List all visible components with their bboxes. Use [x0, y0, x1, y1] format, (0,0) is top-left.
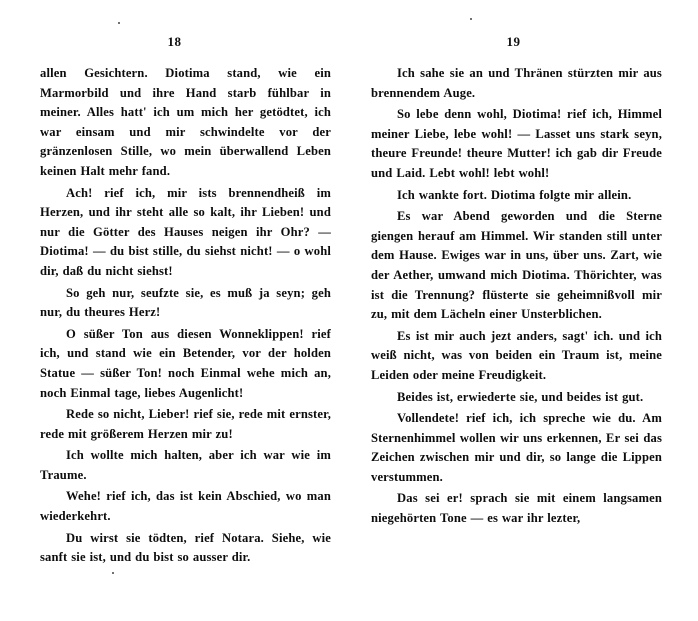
paragraph: Beides ist, erwiederte sie, und beides ist gut.: [397, 389, 644, 404]
paragraph: O süßer Ton aus diesen Wonneklippen! rief ich, und stand wie ein Betender, vor der holden Statue — süßer Ton! noch Einmal wehe mich an, noch Einmal tage, liebes Augenlicht!: [40, 326, 331, 400]
paragraph: Vollendete! rief ich, ich spreche wie du. Am Sternenhimmel wollen wir uns erkennen, Er sei das Zeichen zwischen mir und dir, so lange die Lippen verstummen.: [371, 411, 662, 484]
paragraph: So geh nur, seufzte sie, es muß ja seyn; geh nur, du theures Herz!: [40, 285, 331, 320]
speck-mark: [470, 18, 472, 20]
paragraph: Ich wollte mich halten, aber ich war wie im Traume.: [40, 448, 331, 482]
left-page: [0, 34, 349, 594]
paragraph: Es ist mir auch jezt anders, sagt' ich. und ich weiß nicht, was von beiden ein Traum ist, meine Leiden oder meine Freudigkeit.: [371, 328, 662, 382]
paragraph: Du wirst sie tödten, rief Notara. Siehe, wie sanft sie ist, und du bist so ausser dir.: [40, 530, 331, 565]
right-page: [349, 34, 698, 594]
left-page-body: [40, 64, 331, 568]
right-page-body: [371, 64, 662, 529]
paragraph: Ach! rief ich, mir ists brennendheiß im Herzen, und ihr steht alle so kalt, ihr Lieben! und nur die Götter des Hauses neigen ihr Ohr? — Diotima! — du bist stille, du siehst nicht! — o wohl dir, daß du nicht siehst!: [40, 185, 331, 278]
paragraph: Ich wankte fort. Diotima folgte mir allein.: [397, 187, 632, 202]
paragraph: Wehe! rief ich, das ist kein Abschied, wo man wiederkehrt.: [40, 489, 331, 524]
book-spread: [0, 34, 698, 594]
paragraph: Es war Abend geworden und die Sterne giengen herauf am Himmel. Wir standen still unter dem Hause. Ewiges war in uns, über uns. Zart, wie der Aether, umwand mich Diotima. Thörichter, was ist die Trennung? flüsterte sie geheimnißvoll mir zu, mit dem Lächeln einer Unsterblichen.: [371, 209, 662, 322]
paragraph: So lebe denn wohl, Diotima! rief ich, Himmel meiner Liebe, lebe wohl! — Lasset uns stark seyn, theure Freunde! theure Mutter! ich gab dir Freude und Laid. Lebt wohl! lebt wohl!: [371, 107, 662, 180]
paragraph: Das sei er! sprach sie mit einem langsamen niegehörten Tone — es war ihr lezter,: [371, 491, 662, 526]
page-number-left: 18: [167, 34, 182, 49]
page-number-right: 19: [506, 34, 521, 49]
paragraph: allen Gesichtern. Diotima stand, wie ein Marmorbild und ihre Hand starb fühlbar in meiner. Alles hatt' ich um mich her getödtet, ich war einsam und mir schwindelte vor der gränzenlosen Stille, wo mein überwallend Leben keinen Halt mehr fand.: [40, 66, 331, 178]
paragraph: Ich sahe sie an und Thränen stürzten mir aus brennendem Auge.: [371, 66, 662, 100]
paragraph: Rede so nicht, Lieber! rief sie, rede mit ernster, rede mit größerem Herzen mir zu!: [40, 407, 331, 441]
speck-mark: [118, 22, 120, 24]
